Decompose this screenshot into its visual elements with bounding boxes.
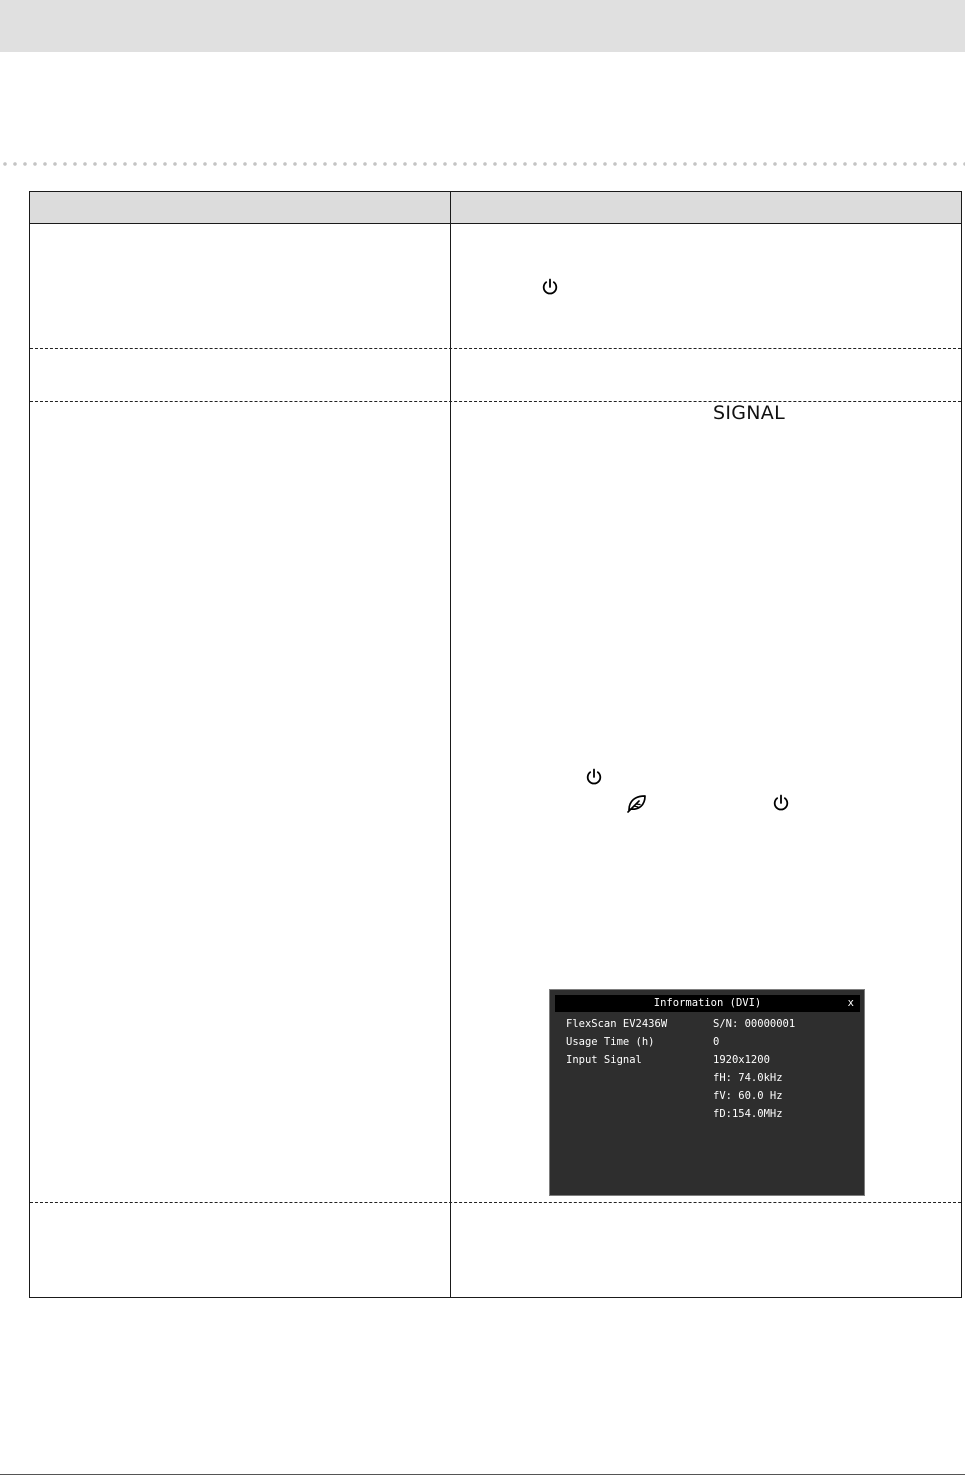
osd-fh: fH: 74.0kHz <box>713 1072 783 1084</box>
table-header-row <box>30 192 961 224</box>
osd-fd: fD:154.0MHz <box>713 1108 783 1120</box>
information-osd-screen <box>549 989 865 1196</box>
row-separator <box>30 1202 961 1203</box>
table-column-divider <box>450 192 451 1297</box>
power-icon <box>771 793 791 813</box>
row-separator <box>30 401 961 402</box>
osd-resolution: 1920x1200 <box>713 1054 770 1066</box>
osd-input-label: Input Signal <box>566 1054 642 1066</box>
osd-fv: fV: 60.0 Hz <box>713 1090 783 1102</box>
row-separator <box>30 348 961 349</box>
power-icon <box>584 767 604 787</box>
osd-model-name: FlexScan EV2436W <box>566 1018 668 1030</box>
power-icon <box>540 277 560 297</box>
osd-serial-number: S/N: 00000001 <box>713 1018 796 1030</box>
section-dotted-divider <box>0 161 965 167</box>
osd-title: Information (DVI) <box>653 997 762 1009</box>
osd-close-icon: x <box>847 997 854 1009</box>
osd-title-bar <box>555 995 860 1012</box>
osd-usage-value: 0 <box>713 1036 720 1048</box>
signal-button-label: SIGNAL <box>713 402 785 424</box>
page-header-band <box>0 0 965 52</box>
eco-leaf-icon <box>626 793 648 813</box>
osd-usage-label: Usage Time (h) <box>566 1036 655 1048</box>
page-footer-rule <box>0 1474 965 1475</box>
